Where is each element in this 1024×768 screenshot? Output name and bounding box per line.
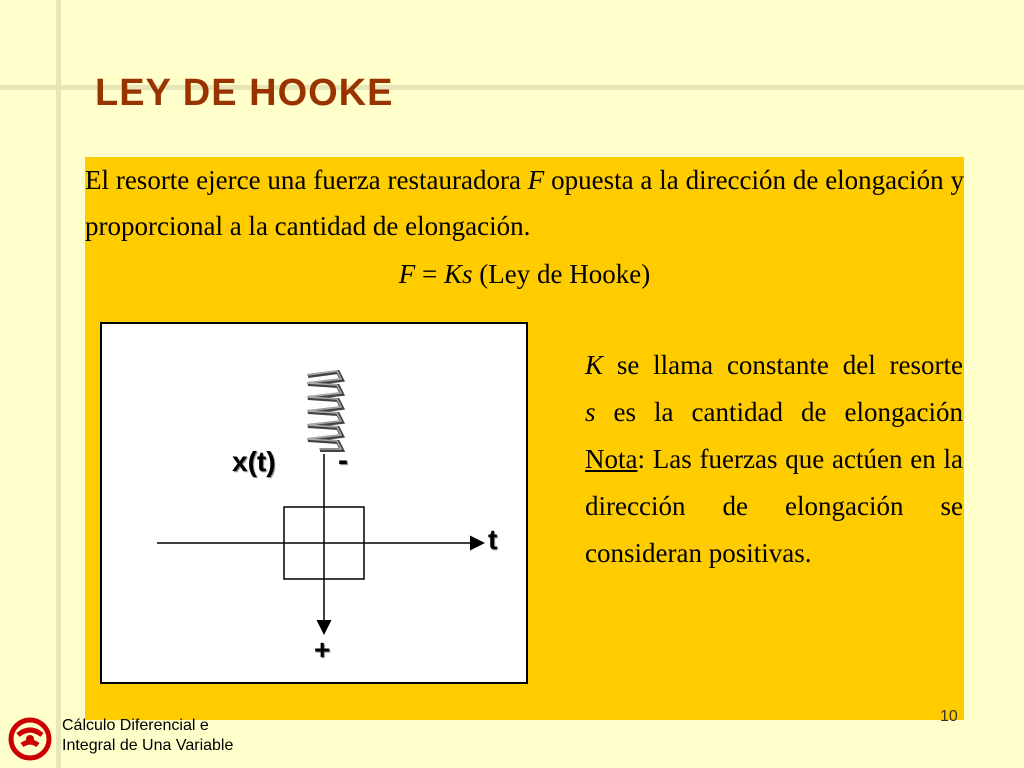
slide-title: LEY DE HOOKE — [95, 72, 394, 114]
k-note-text: se llama constante del resorte — [603, 350, 963, 380]
k-symbol: K — [585, 350, 604, 380]
s-note — [585, 389, 963, 436]
spring-diagram-graphic — [102, 324, 526, 682]
hooke-formula — [85, 251, 964, 297]
intro-text-part2: opuesta a la dirección de elongación y proporcional a la cantidad de elongación. — [85, 165, 964, 241]
s-note-text: es la cantidad de elongación — [595, 397, 963, 427]
content-panel — [85, 157, 964, 720]
formula-lhs: F — [398, 259, 416, 289]
course-name-line2: Integral de Una Variable — [62, 737, 234, 754]
nota-text: : Las fuerzas que actúen en la dirección de elongación se consideran positivas. — [585, 444, 963, 568]
intro-paragraph — [85, 157, 964, 249]
spring-diagram — [100, 322, 528, 684]
formula-label: (Ley de Hooke) — [472, 259, 651, 289]
spring-icon — [307, 371, 342, 450]
decorative-vertical-line — [56, 0, 61, 768]
course-name-line1: Cálculo Diferencial e — [62, 717, 209, 734]
university-logo-icon — [8, 717, 52, 761]
t-axis-label: t — [488, 524, 498, 555]
intro-text-part1: El resorte ejerce una fuerza restauradora — [85, 165, 528, 195]
x-of-t-label: x(t) — [232, 446, 276, 477]
nota-label: Nota — [585, 444, 638, 474]
force-symbol: F — [527, 165, 545, 195]
course-name — [62, 716, 233, 756]
formula-equals: = — [415, 259, 444, 289]
nota-note — [585, 436, 963, 577]
notes-column — [585, 342, 963, 577]
k-note — [585, 342, 963, 389]
plus-sign-label: + — [314, 634, 331, 665]
s-symbol: s — [585, 397, 596, 427]
page-number: 10 — [940, 708, 958, 725]
minus-sign-label: - — [338, 444, 348, 477]
formula-rhs: Ks — [444, 259, 473, 289]
